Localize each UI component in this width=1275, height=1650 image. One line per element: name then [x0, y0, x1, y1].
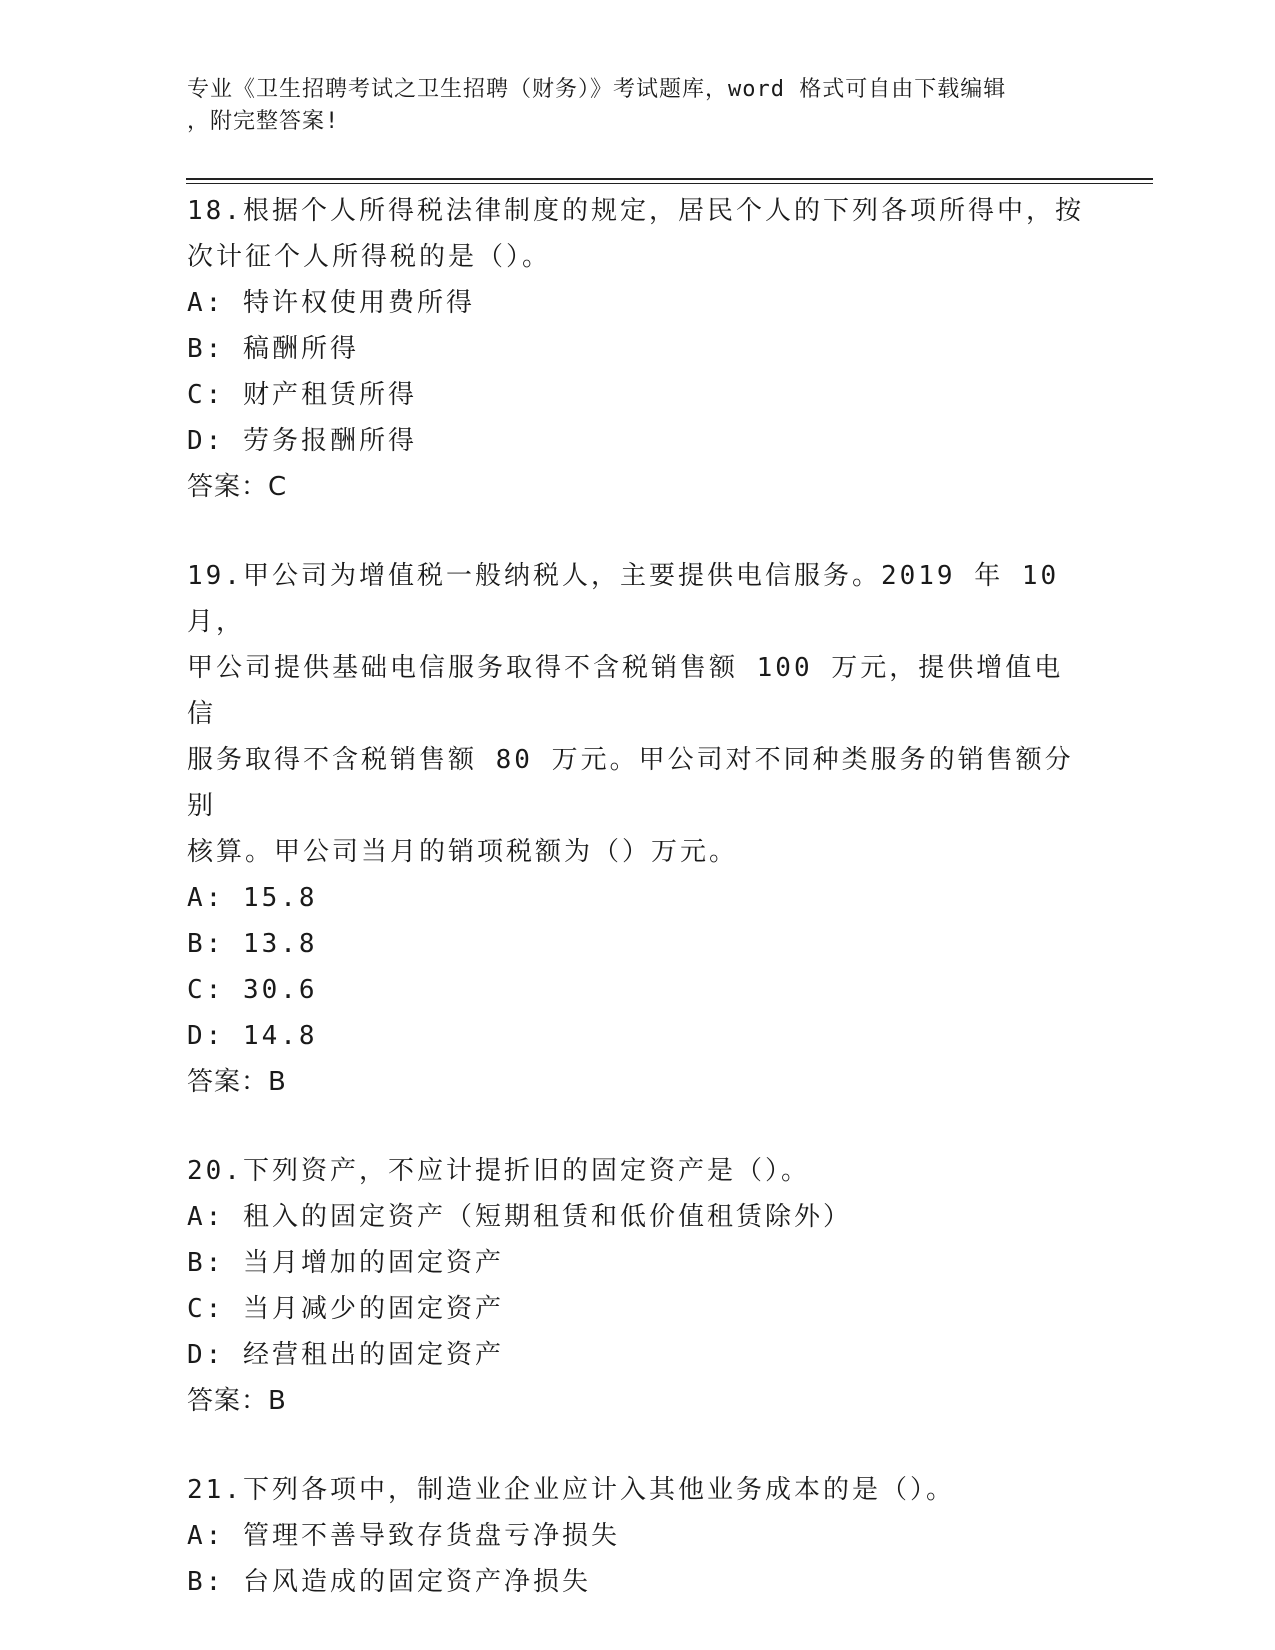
question-text-line: 21.下列各项中，制造业企业应计入其他业务成本的是（）。	[187, 1475, 955, 1505]
option-d: D: 劳务报酬所得	[187, 426, 417, 456]
option-b: B: 当月增加的固定资产	[187, 1248, 504, 1278]
header-divider	[186, 178, 1153, 184]
option-b: B: 13.8	[187, 929, 318, 959]
question-list	[187, 188, 1087, 1648]
question-text-line: 核算。甲公司当月的销项税额为（）万元。	[187, 837, 739, 867]
question-text-line: 服务取得不含税销售额 80 万元。甲公司对不同种类服务的销售额分别	[187, 745, 1074, 821]
question-19	[187, 553, 1087, 1105]
question-21	[187, 1467, 1087, 1605]
option-c: C: 当月减少的固定资产	[187, 1294, 504, 1324]
document-header	[187, 74, 1087, 138]
option-a: A: 管理不善导致存货盘亏净损失	[187, 1521, 620, 1551]
header-intro-line-1: 专业《卫生招聘考试之卫生招聘（财务）》考试题库，word 格式可自由下载编辑	[187, 77, 1007, 102]
answer-label: 答案：C	[187, 472, 288, 502]
option-b: B: 稿酬所得	[187, 334, 359, 364]
answer-label: 答案：B	[187, 1067, 287, 1097]
option-d: D: 经营租出的固定资产	[187, 1340, 504, 1370]
option-c: C: 财产租赁所得	[187, 380, 417, 410]
question-text-line: 次计征个人所得税的是（）。	[187, 242, 552, 272]
question-18	[187, 188, 1087, 510]
answer-label: 答案：B	[187, 1386, 287, 1416]
header-intro-line-2: ，附完整答案!	[187, 109, 340, 134]
option-a: A: 租入的固定资产（短期租赁和低价值租赁除外）	[187, 1202, 852, 1232]
option-d: D: 14.8	[187, 1021, 318, 1051]
question-text-line: 18.根据个人所得税法律制度的规定，居民个人的下列各项所得中，按	[187, 196, 1084, 226]
option-a: A: 15.8	[187, 883, 318, 913]
question-text-line: 甲公司提供基础电信服务取得不含税销售额 100 万元，提供增值电信	[187, 653, 1064, 729]
question-20	[187, 1148, 1087, 1424]
option-c: C: 30.6	[187, 975, 318, 1005]
question-text-line: 20.下列资产，不应计提折旧的固定资产是（）。	[187, 1156, 810, 1186]
option-b: B: 台风造成的固定资产净损失	[187, 1567, 591, 1597]
option-a: A: 特许权使用费所得	[187, 288, 475, 318]
question-text-line: 19.甲公司为增值税一般纳税人，主要提供电信服务。2019 年 10 月，	[187, 561, 1060, 637]
